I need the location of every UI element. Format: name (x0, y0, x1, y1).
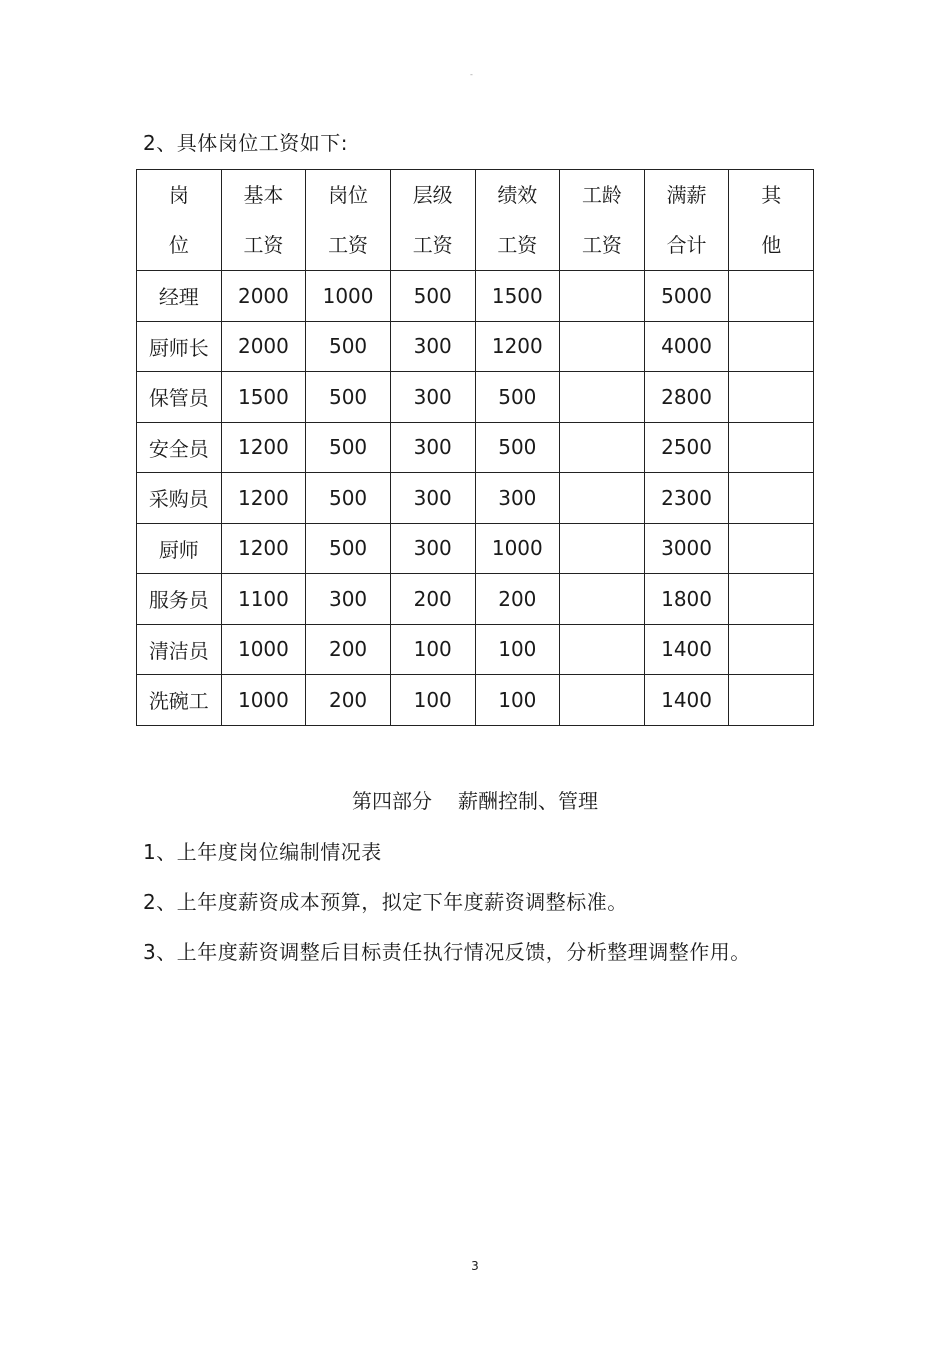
table-cell: 300 (475, 473, 560, 524)
list-item: 2、上年度薪资成本预算，拟定下年度薪资调整标准。 (143, 890, 628, 914)
position-cell: 厨师 (137, 523, 222, 574)
table-cell (729, 271, 814, 322)
table-cell: 500 (475, 372, 560, 423)
table-row (137, 473, 814, 524)
table-cell: 500 (306, 321, 391, 372)
table-cell: 100 (475, 624, 560, 675)
table-cell: 1400 (644, 624, 729, 675)
table-cell (560, 321, 645, 372)
table-cell (729, 675, 814, 726)
table-cell: 300 (390, 422, 475, 473)
table-cell (560, 372, 645, 423)
table-cell (729, 473, 814, 524)
table-cell: 200 (306, 675, 391, 726)
header-line: 满薪 (666, 183, 707, 207)
table-cell (560, 574, 645, 625)
table-cell: 500 (306, 372, 391, 423)
header-cell (137, 170, 222, 271)
table-cell (729, 321, 814, 372)
table-cell: 1000 (221, 624, 306, 675)
header-line: 绩效 (497, 183, 538, 207)
header-line: 岗位 (328, 183, 369, 207)
table-intro: 2、具体岗位工资如下: (143, 131, 348, 155)
table-cell (729, 624, 814, 675)
position-cell: 服务员 (137, 574, 222, 625)
table-row (137, 422, 814, 473)
table-cell: 300 (306, 574, 391, 625)
table-row (137, 321, 814, 372)
header-line: 工资 (412, 233, 453, 257)
position-cell: 安全员 (137, 422, 222, 473)
table-cell (729, 574, 814, 625)
table-cell: 4000 (644, 321, 729, 372)
table-cell: 1000 (475, 523, 560, 574)
salary-table (136, 169, 814, 726)
table-cell: 200 (390, 574, 475, 625)
header-line: 工龄 (581, 183, 622, 207)
table-cell (560, 624, 645, 675)
table-cell: 1000 (221, 675, 306, 726)
list-item: 1、上年度岗位编制情况表 (143, 840, 382, 864)
table-cell: 2300 (644, 473, 729, 524)
table-cell: 3000 (644, 523, 729, 574)
header-line: 层级 (412, 183, 453, 207)
table-cell: 5000 (644, 271, 729, 322)
table-cell: 500 (475, 422, 560, 473)
table-cell (560, 271, 645, 322)
header-line: 位 (168, 233, 189, 257)
table-cell: 1800 (644, 574, 729, 625)
table-cell: 100 (390, 624, 475, 675)
table-cell: 500 (306, 523, 391, 574)
position-cell: 采购员 (137, 473, 222, 524)
header-cell (475, 170, 560, 271)
table-cell (729, 372, 814, 423)
table-cell: 1200 (221, 473, 306, 524)
table-cell: 1200 (221, 422, 306, 473)
table-cell: 300 (390, 473, 475, 524)
table-cell (560, 523, 645, 574)
table-cell (729, 523, 814, 574)
table-cell: 300 (390, 523, 475, 574)
table-cell: 100 (390, 675, 475, 726)
position-cell: 厨师长 (137, 321, 222, 372)
table-row (137, 624, 814, 675)
table-cell: 1100 (221, 574, 306, 625)
table-cell: 1000 (306, 271, 391, 322)
table-cell: 500 (306, 473, 391, 524)
header-line: 基本 (243, 183, 284, 207)
table-cell: 500 (306, 422, 391, 473)
table-row (137, 372, 814, 423)
section-heading (0, 785, 950, 814)
header-cell (560, 170, 645, 271)
table-cell: 2800 (644, 372, 729, 423)
table-cell (560, 422, 645, 473)
table-row (137, 271, 814, 322)
section-title: 薪酬控制、管理 (458, 789, 598, 813)
table-cell: 100 (475, 675, 560, 726)
table-row (137, 574, 814, 625)
header-line: 工资 (581, 233, 622, 257)
position-cell: 清洁员 (137, 624, 222, 675)
table-cell (560, 675, 645, 726)
table-row (137, 523, 814, 574)
header-line: 其 (761, 183, 782, 207)
header-line: 工资 (243, 233, 284, 257)
table-cell: 1200 (475, 321, 560, 372)
table-cell: 1400 (644, 675, 729, 726)
header-line: 他 (761, 233, 782, 257)
table-cell: 200 (306, 624, 391, 675)
header-line: 岗 (168, 183, 189, 207)
header-mark: - (470, 70, 473, 79)
position-cell: 保管员 (137, 372, 222, 423)
header-line: 工资 (497, 233, 538, 257)
header-cell (729, 170, 814, 271)
header-cell (221, 170, 306, 271)
page-number: 3 (471, 1259, 479, 1273)
table-cell: 1500 (221, 372, 306, 423)
table-header-row (137, 170, 814, 271)
list-item: 3、上年度薪资调整后目标责任执行情况反馈，分析整理调整作用。 (143, 940, 751, 964)
table-cell: 1200 (221, 523, 306, 574)
position-cell: 经理 (137, 271, 222, 322)
table-cell: 500 (390, 271, 475, 322)
table-cell: 2000 (221, 321, 306, 372)
table-cell: 2000 (221, 271, 306, 322)
header-cell (306, 170, 391, 271)
header-line: 合计 (666, 233, 707, 257)
table-cell: 300 (390, 372, 475, 423)
position-cell: 洗碗工 (137, 675, 222, 726)
table-cell (560, 473, 645, 524)
header-cell (644, 170, 729, 271)
table-cell (729, 422, 814, 473)
section-part: 第四部分 (352, 789, 432, 813)
header-cell (390, 170, 475, 271)
table-row (137, 675, 814, 726)
table-cell: 1500 (475, 271, 560, 322)
header-line: 工资 (328, 233, 369, 257)
table-cell: 200 (475, 574, 560, 625)
table-cell: 2500 (644, 422, 729, 473)
table-cell: 300 (390, 321, 475, 372)
